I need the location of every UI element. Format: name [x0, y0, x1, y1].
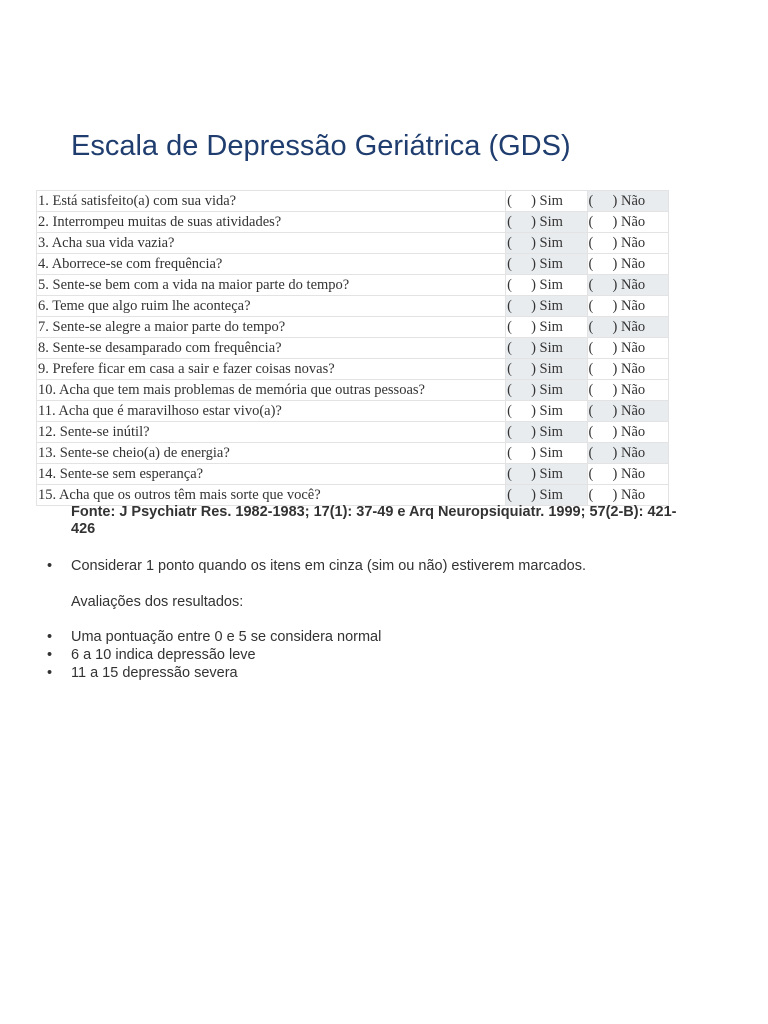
- open-paren: (: [588, 276, 594, 293]
- option-sim-label: ) Sim: [531, 402, 563, 419]
- option-nao[interactable]: [587, 212, 668, 233]
- open-paren: (: [588, 213, 594, 230]
- open-paren: (: [507, 339, 512, 356]
- option-nao-label: ) Não: [612, 213, 646, 230]
- option-nao-label: ) Não: [612, 297, 646, 314]
- option-sim[interactable]: [506, 212, 587, 233]
- option-nao[interactable]: [587, 485, 668, 506]
- option-sim[interactable]: [506, 380, 587, 401]
- option-nao-label: ) Não: [612, 318, 646, 335]
- open-paren: (: [588, 339, 594, 356]
- open-paren: (: [507, 255, 512, 272]
- option-nao[interactable]: [587, 191, 668, 212]
- open-paren: (: [507, 486, 512, 503]
- question-text: 2. Interrompeu muitas de suas atividades?: [37, 212, 506, 233]
- question-row: [37, 254, 669, 275]
- open-paren: (: [588, 465, 594, 482]
- question-row: [37, 191, 669, 212]
- option-sim-label: ) Sim: [531, 255, 563, 272]
- option-sim-label: ) Sim: [531, 444, 563, 461]
- option-sim[interactable]: [506, 254, 587, 275]
- option-sim[interactable]: [506, 485, 587, 506]
- question-text: 12. Sente-se inútil?: [37, 422, 506, 443]
- option-sim[interactable]: [506, 317, 587, 338]
- open-paren: (: [507, 444, 512, 461]
- question-row: [37, 485, 669, 506]
- question-row: [37, 296, 669, 317]
- option-nao[interactable]: [587, 338, 668, 359]
- open-paren: (: [588, 360, 594, 377]
- option-nao[interactable]: [587, 317, 668, 338]
- option-nao-label: ) Não: [612, 402, 646, 419]
- open-paren: (: [507, 402, 512, 419]
- question-text: 5. Sente-se bem com a vida na maior parte do tempo?: [37, 275, 506, 296]
- result-normal: • Uma pontuação entre 0 e 5 se considera normal: [71, 628, 381, 646]
- option-nao[interactable]: [587, 380, 668, 401]
- option-sim-label: ) Sim: [531, 381, 563, 398]
- open-paren: (: [507, 381, 512, 398]
- question-text: 3. Acha sua vida vazia?: [37, 233, 506, 254]
- question-row: [37, 422, 669, 443]
- open-paren: (: [507, 297, 512, 314]
- open-paren: (: [588, 192, 594, 209]
- question-text: 4. Aborrece-se com frequência?: [37, 254, 506, 275]
- question-text: 11. Acha que é maravilhoso estar vivo(a)?: [37, 401, 506, 422]
- option-sim-label: ) Sim: [531, 486, 563, 503]
- option-nao[interactable]: [587, 359, 668, 380]
- option-sim-label: ) Sim: [531, 423, 563, 440]
- option-nao[interactable]: [587, 275, 668, 296]
- option-nao-label: ) Não: [612, 339, 646, 356]
- option-nao[interactable]: [587, 233, 668, 254]
- open-paren: (: [507, 318, 512, 335]
- option-sim[interactable]: [506, 359, 587, 380]
- option-sim[interactable]: [506, 464, 587, 485]
- question-row: [37, 464, 669, 485]
- option-nao-label: ) Não: [612, 234, 646, 251]
- option-sim[interactable]: [506, 296, 587, 317]
- open-paren: (: [507, 360, 512, 377]
- evaluation-heading: Avaliações dos resultados:: [71, 594, 244, 610]
- option-nao-label: ) Não: [612, 465, 646, 482]
- open-paren: (: [507, 423, 512, 440]
- open-paren: (: [588, 381, 594, 398]
- result-severe: • 11 a 15 depressão severa: [71, 664, 381, 682]
- option-sim[interactable]: [506, 401, 587, 422]
- question-row: [37, 443, 669, 464]
- option-sim[interactable]: [506, 338, 587, 359]
- option-nao-label: ) Não: [612, 486, 646, 503]
- option-nao-label: ) Não: [612, 276, 646, 293]
- option-nao-label: ) Não: [612, 192, 646, 209]
- option-nao[interactable]: [587, 401, 668, 422]
- open-paren: (: [588, 234, 594, 251]
- open-paren: (: [507, 465, 512, 482]
- open-paren: (: [588, 423, 594, 440]
- page-title: Escala de Depressão Geriátrica (GDS): [71, 130, 571, 162]
- question-text: 13. Sente-se cheio(a) de energia?: [37, 443, 506, 464]
- option-sim[interactable]: [506, 233, 587, 254]
- option-nao-label: ) Não: [612, 444, 646, 461]
- option-sim-label: ) Sim: [531, 339, 563, 356]
- open-paren: (: [588, 486, 594, 503]
- question-row: [37, 401, 669, 422]
- question-text: 15. Acha que os outros têm mais sorte que você?: [37, 485, 506, 506]
- option-nao[interactable]: [587, 422, 668, 443]
- option-nao[interactable]: [587, 254, 668, 275]
- option-nao[interactable]: [587, 464, 668, 485]
- option-nao[interactable]: [587, 296, 668, 317]
- question-text: 8. Sente-se desamparado com frequência?: [37, 338, 506, 359]
- source-citation: Fonte: J Psychiatr Res. 1982-1983; 17(1): 37-49 e Arq Neuropsiquiatr. 1999; 57(2-B): 421-426: [71, 504, 677, 537]
- option-nao-label: ) Não: [612, 423, 646, 440]
- option-nao-label: ) Não: [612, 381, 646, 398]
- open-paren: (: [507, 276, 512, 293]
- option-nao-label: ) Não: [612, 360, 646, 377]
- question-text: 1. Está satisfeito(a) com sua vida?: [37, 191, 506, 212]
- question-text: 9. Prefere ficar em casa a sair e fazer coisas novas?: [37, 359, 506, 380]
- question-row: [37, 359, 669, 380]
- scoring-note-list: [71, 557, 586, 575]
- option-sim[interactable]: [506, 275, 587, 296]
- question-row: [37, 338, 669, 359]
- open-paren: (: [507, 234, 512, 251]
- option-sim[interactable]: [506, 191, 587, 212]
- question-row: [37, 317, 669, 338]
- result-mild: • 6 a 10 indica depressão leve: [71, 646, 381, 664]
- question-row: [37, 212, 669, 233]
- scoring-note: • Considerar 1 ponto quando os itens em cinza (sim ou não) estiverem marcados.: [71, 557, 586, 575]
- option-nao[interactable]: [587, 443, 668, 464]
- option-sim[interactable]: [506, 443, 587, 464]
- question-row: [37, 233, 669, 254]
- open-paren: (: [588, 444, 594, 461]
- open-paren: (: [588, 297, 594, 314]
- question-text: 14. Sente-se sem esperança?: [37, 464, 506, 485]
- open-paren: (: [588, 318, 594, 335]
- option-sim-label: ) Sim: [531, 276, 563, 293]
- open-paren: (: [588, 255, 594, 272]
- option-sim-label: ) Sim: [531, 297, 563, 314]
- question-text: 6. Teme que algo ruim lhe aconteça?: [37, 296, 506, 317]
- open-paren: (: [507, 192, 512, 209]
- gds-table-body: [37, 191, 669, 506]
- question-text: 10. Acha que tem mais problemas de memória que outras pessoas?: [37, 380, 506, 401]
- option-sim-label: ) Sim: [531, 192, 563, 209]
- open-paren: (: [588, 402, 594, 419]
- question-row: [37, 275, 669, 296]
- option-sim-label: ) Sim: [531, 213, 563, 230]
- option-sim-label: ) Sim: [531, 318, 563, 335]
- question-text: 7. Sente-se alegre a maior parte do tempo?: [37, 317, 506, 338]
- option-sim-label: ) Sim: [531, 234, 563, 251]
- question-row: [37, 380, 669, 401]
- open-paren: (: [507, 213, 512, 230]
- option-sim[interactable]: [506, 422, 587, 443]
- option-sim-label: ) Sim: [531, 360, 563, 377]
- results-list: [71, 628, 381, 682]
- gds-questionnaire-table: [36, 190, 669, 506]
- option-sim-label: ) Sim: [531, 465, 563, 482]
- option-nao-label: ) Não: [612, 255, 646, 272]
